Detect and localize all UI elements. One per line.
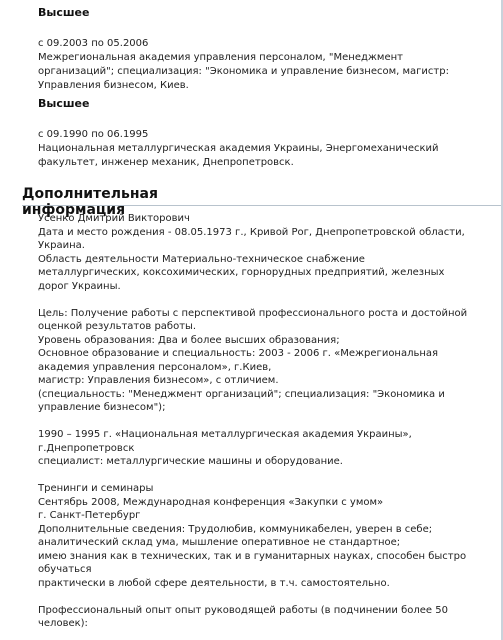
info-text-line: 1990 – 1995 г. «Национальная металлургическая академия Украины», [38, 429, 412, 440]
info-text-line: Профессиональный опыт опыт руководящей работы (в подчинении более 50 [38, 604, 448, 616]
education-entry [38, 97, 493, 170]
info-text-line: имею знания как в технических, так и в гуманитарных науках, способен быстро [38, 550, 467, 562]
info-text-line: г.Днепропетровск [38, 442, 135, 454]
additional-info-body [38, 212, 497, 631]
info-text-line: академия управления персоналом», г.Киев, [38, 361, 272, 373]
info-text-line: управление бизнесом"); [38, 402, 166, 413]
info-text-line: дорог Украины. [38, 280, 121, 292]
education-description-line: факультет, инженер механик, Днепропетровск. [38, 157, 294, 168]
education-description-line: организаций"; специализация: "Экономика и управление бизнесом, магистр: [38, 66, 449, 77]
info-text-line: Сентябрь 2008, Международная конференция «Закупки с умом» [38, 496, 384, 508]
education-description-line: Межрегиональная академия управления персоналом, "Менеджмент [38, 52, 403, 63]
education-period: с 09.2003 по 05.2006 [38, 38, 149, 49]
education-period: с 09.1990 по 06.1995 [38, 129, 149, 140]
education-entry [38, 6, 493, 93]
info-text-line: обучаться [38, 564, 92, 575]
info-text-line: Дополнительные сведения: Трудолюбив, коммуникабелен, уверен в себе; [38, 523, 433, 535]
info-text-line: Украина. [38, 240, 85, 251]
info-text-line: Усенко Дмитрий Викторович [38, 213, 190, 224]
info-text-line: практически в любой сфере деятельности, в т.ч. самостоятельно. [38, 577, 390, 589]
paragraph-gap [38, 469, 497, 483]
info-text-line: магистр: Управления бизнесом», с отличием. [38, 375, 279, 386]
info-text-line: специалист: металлургические машины и оборудование. [38, 456, 343, 467]
section-divider [22, 205, 501, 206]
info-text-line: Уровень образования: Два и более высших образования; [38, 334, 340, 346]
education-level: Высшее [38, 6, 90, 19]
info-text-line: Цель: Получение работы с перспективой профессионального роста и достойной [38, 307, 468, 319]
education-description-line: Управления бизнесом, Киев. [38, 80, 189, 91]
education-description-line: Национальная металлургическая академия Украины, Энергомеханический [38, 143, 439, 154]
paragraph-gap [38, 415, 497, 429]
info-text-line: г. Санкт-Петербург [38, 510, 141, 521]
paragraph-gap [38, 293, 497, 307]
info-text-line: человек): [38, 618, 88, 629]
info-text-line: Дата и место рождения - 08.05.1973 г., Кривой Рог, Днепропетровской области, [38, 226, 465, 238]
info-text-line: аналитический склад ума, мышление оперативное не стандартное; [38, 537, 401, 548]
info-text-line: металлургических, коксохимических, горнорудных предприятий, железных [38, 267, 445, 278]
info-text-line: (специальность: "Менеджмент организаций"; специализация: "Экономика и [38, 388, 445, 400]
info-text-line: Основное образование и специальность: 2003 - 2006 г. «Межрегиональная [38, 348, 439, 359]
info-text-line: Тренинги и семинары [38, 483, 154, 494]
info-text-line: Область деятельности Материально-техническое снабжение [38, 253, 365, 265]
education-level: Высшее [38, 97, 90, 110]
section-heading-additional-info: Дополнительная информация [22, 186, 158, 218]
info-text-line: оценкой результатов работы. [38, 321, 197, 332]
paragraph-gap [38, 590, 497, 604]
